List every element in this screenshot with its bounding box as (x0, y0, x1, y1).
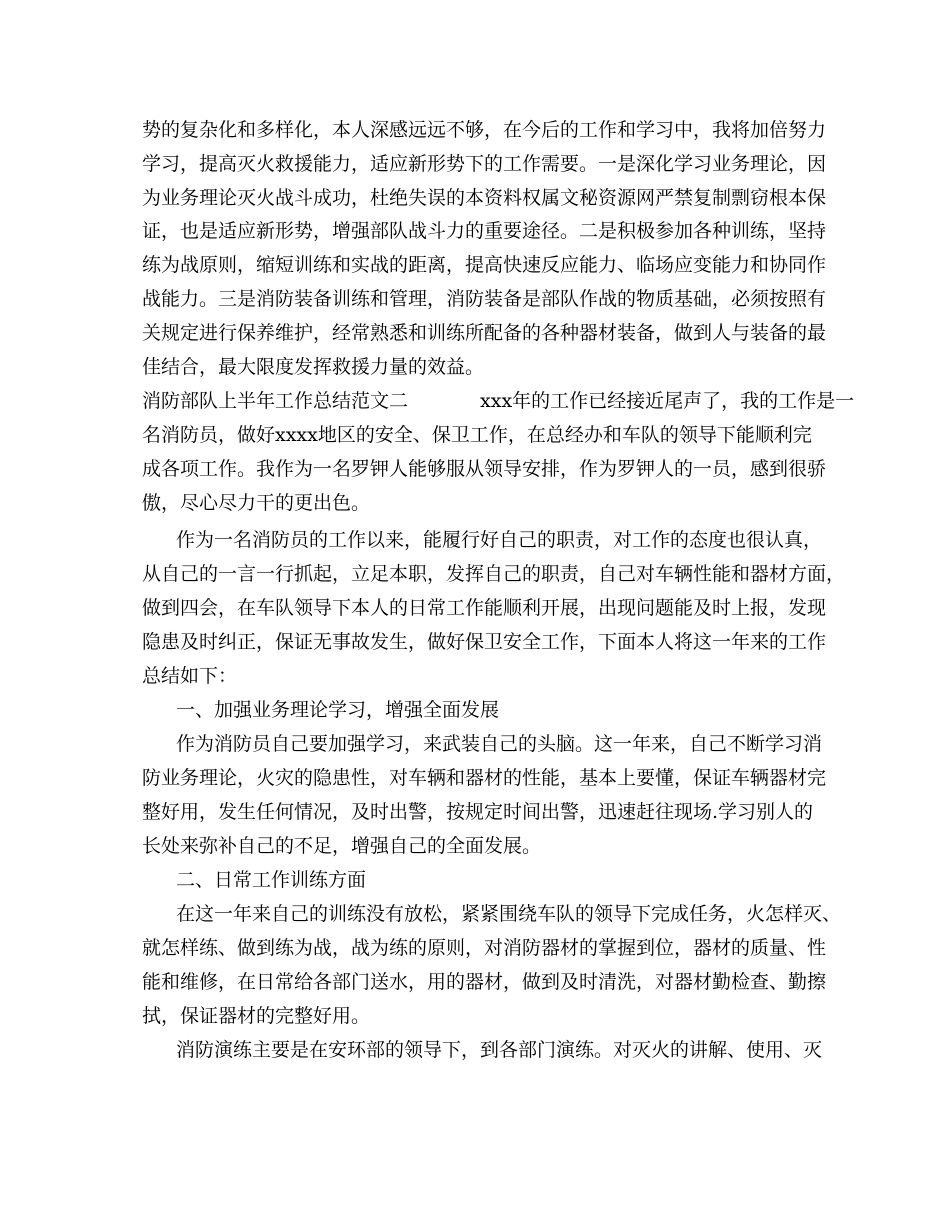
text-line: 隐患及时纠正，保证无事故发生，做好保卫安全工作，下面本人将这一年来的工作 (142, 631, 827, 653)
text-line: 证，也是适应新形势，增强部队战斗力的重要途径。二是积极参加各种训练，坚持 (142, 220, 827, 242)
section-heading: 二、日常工作训练方面 (176, 869, 367, 891)
text-line: 就怎样练、做到练为战，战为练的原则，对消防器材的掌握到位，器材的质量、性 (142, 937, 827, 959)
text-line: 学习，提高灭火救援能力，适应新形势下的工作需要。一是深化学习业务理论，因 (142, 153, 827, 175)
text-line: 拭，保证器材的完整好用。 (142, 1005, 371, 1027)
text-line: 能和维修，在日常给各部门送水，用的器材，做到及时清洗，对器材勤检查、勤擦 (142, 971, 827, 993)
text-line: 消防演练主要是在安环部的领导下，到各部门演练。对灭火的讲解、使用、灭 (176, 1039, 823, 1061)
text-line: 战能力。三是消防装备训练和管理，消防装备是部队作战的物质基础，必须按照有 (142, 288, 827, 310)
text-line: 做到四会，在车队领导下本人的日常工作能顺利开展，出现问题能及时上报，发现 (142, 597, 827, 619)
text-line: 总结如下： (142, 665, 238, 687)
text-line: 从自己的一言一行抓起，立足本职，发挥自己的职责，自己对车辆性能和器材方面， (142, 563, 846, 585)
text-line: 成各项工作。我作为一名罗钾人能够服从领导安排，作为罗钾人的一员，感到很骄 (142, 458, 827, 480)
heading-text: xxx年的工作已经接近尾声了，我的工作是一 (480, 390, 855, 412)
text-line: 作为一名消防员的工作以来，能履行好自己的职责，对工作的态度也很认真， (176, 529, 823, 551)
text-line: 为业务理论灭火战斗成功，杜绝失误的本资料权属文秘资源网严禁复制剽窃根本保 (142, 187, 827, 209)
text-line: 佳结合，最大限度发挥救援力量的效益。 (142, 356, 485, 378)
text-line: 傲，尽心尽力干的更出色。 (142, 492, 371, 514)
text-line: 长处来弥补自己的不足，增强自己的全面发展。 (142, 835, 542, 857)
section-heading: 一、加强业务理论学习，增强全面发展 (176, 699, 500, 721)
section-heading-line (142, 388, 854, 414)
section-heading: 消防部队上半年工作总结范文二 (142, 390, 409, 412)
text-line: 关规定进行保养维护，经常熟悉和训练所配备的各种器材装备，做到人与装备的最 (142, 322, 827, 344)
text-line: 练为战原则，缩短训练和实战的距离，提高快速反应能力、临场应变能力和协同作 (142, 254, 827, 276)
text-line: 势的复杂化和多样化，本人深感远远不够，在今后的工作和学习中，我将加倍努力 (142, 119, 827, 141)
text-line: 在这一年来自己的训练没有放松，紧紧围绕车队的领导下完成任务，火怎样灭、 (176, 903, 842, 925)
text-line: 名消防员，做好xxxx地区的安全、保卫工作，在总经办和车队的领导下能顺利完 (142, 424, 812, 446)
text-line: 作为消防员自己要加强学习，来武装自己的头脑。这一年来，自己不断学习消 (176, 733, 823, 755)
text-line: 整好用，发生任何情况，及时出警，按规定时间出警，迅速赶往现场.学习别人的 (142, 801, 814, 823)
text-line: 防业务理论，火灾的隐患性，对车辆和器材的性能，基本上要懂，保证车辆器材完 (142, 767, 827, 789)
